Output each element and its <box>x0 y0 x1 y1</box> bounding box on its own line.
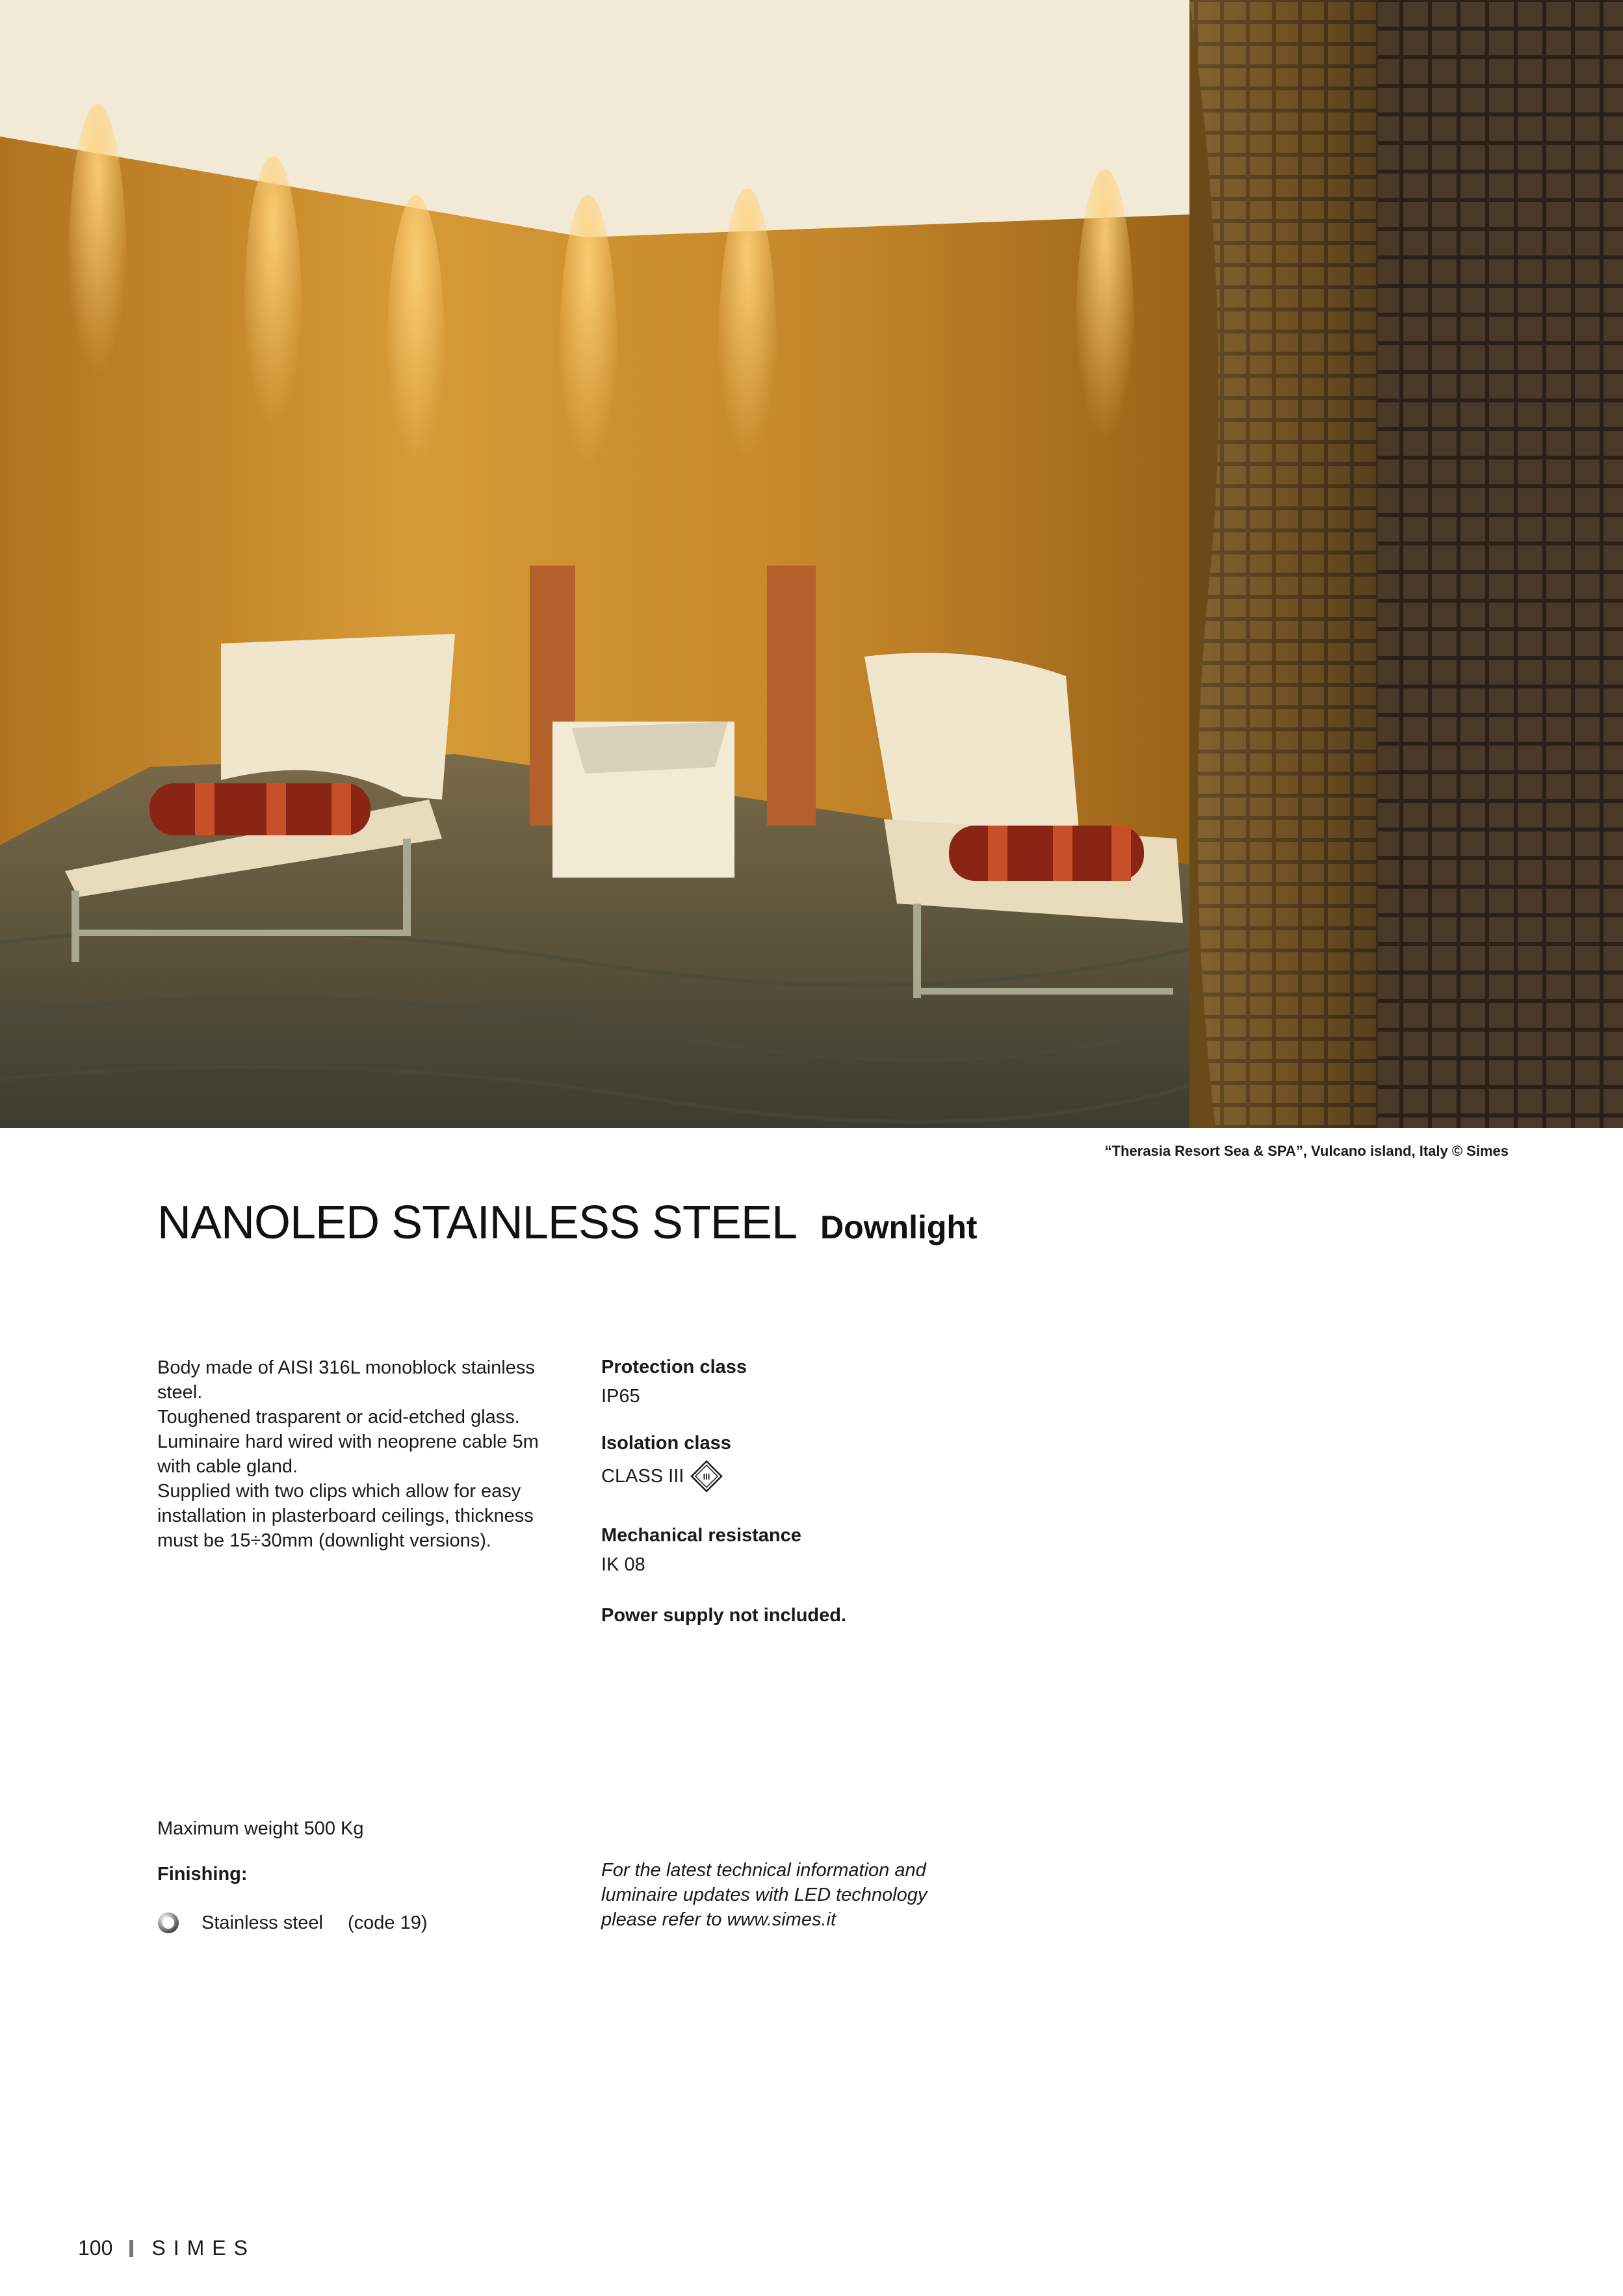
technical-info-note: For the latest technical information and luminaire updates with LED technology please refer to www.simes.it <box>601 1860 928 1930</box>
protection-class-label: Protection class <box>601 1357 747 1377</box>
footer-brand: SIMES <box>151 2236 255 2260</box>
class-iii-icon-text: III <box>703 1472 710 1481</box>
isolation-class-label: Isolation class <box>601 1433 731 1454</box>
product-type: Downlight <box>820 1209 978 1246</box>
mechanical-resistance-spec <box>601 1524 1056 1577</box>
finish-code: (code 19) <box>348 1912 428 1933</box>
description-line: Toughened trasparent or acid-etched glass. <box>157 1407 520 1428</box>
product-description <box>157 1355 547 1553</box>
page-number: 100 <box>78 2236 113 2260</box>
description-line: Body made of AISI 316L monoblock stainless steel. <box>157 1357 535 1403</box>
finish-option <box>157 1912 428 1934</box>
mechanical-resistance-label: Mechanical resistance <box>601 1525 801 1546</box>
description-line: Supplied with two clips which allow for easy installation in plasterboard ceilings, thickness must be 15÷30mm (downlight versions). <box>157 1481 534 1551</box>
finishing-label: Finishing: <box>157 1864 248 1885</box>
mechanical-resistance-value: IK 08 <box>601 1554 645 1575</box>
spa-interior-photo <box>0 0 1623 1128</box>
power-supply-note-text: Power supply not included. <box>601 1605 847 1626</box>
class-iii-diamond-icon <box>690 1460 723 1493</box>
photo-caption: “Therasia Resort Sea & SPA”, Vulcano island, Italy © Simes <box>1104 1143 1509 1159</box>
product-name: NANOLED STAINLESS STEEL <box>157 1197 797 1249</box>
protection-class-spec <box>601 1355 1056 1409</box>
description-line: Luminaire hard wired with neoprene cable 5m with cable gland. <box>157 1431 539 1477</box>
protection-class-value: IP65 <box>601 1386 640 1407</box>
finish-name: Stainless steel <box>201 1912 323 1933</box>
max-weight: Maximum weight 500 Kg <box>157 1818 364 1839</box>
isolation-class-value: CLASS III <box>601 1466 684 1487</box>
page-title <box>157 1196 978 1249</box>
hero-photo <box>0 0 1623 1128</box>
page-footer <box>78 2236 255 2260</box>
stainless-steel-swatch-icon <box>157 1912 179 1934</box>
footer-divider <box>129 2240 133 2257</box>
isolation-class-row <box>601 1460 1056 1493</box>
isolation-class-spec <box>601 1431 1056 1493</box>
power-supply-note <box>601 1604 1056 1627</box>
